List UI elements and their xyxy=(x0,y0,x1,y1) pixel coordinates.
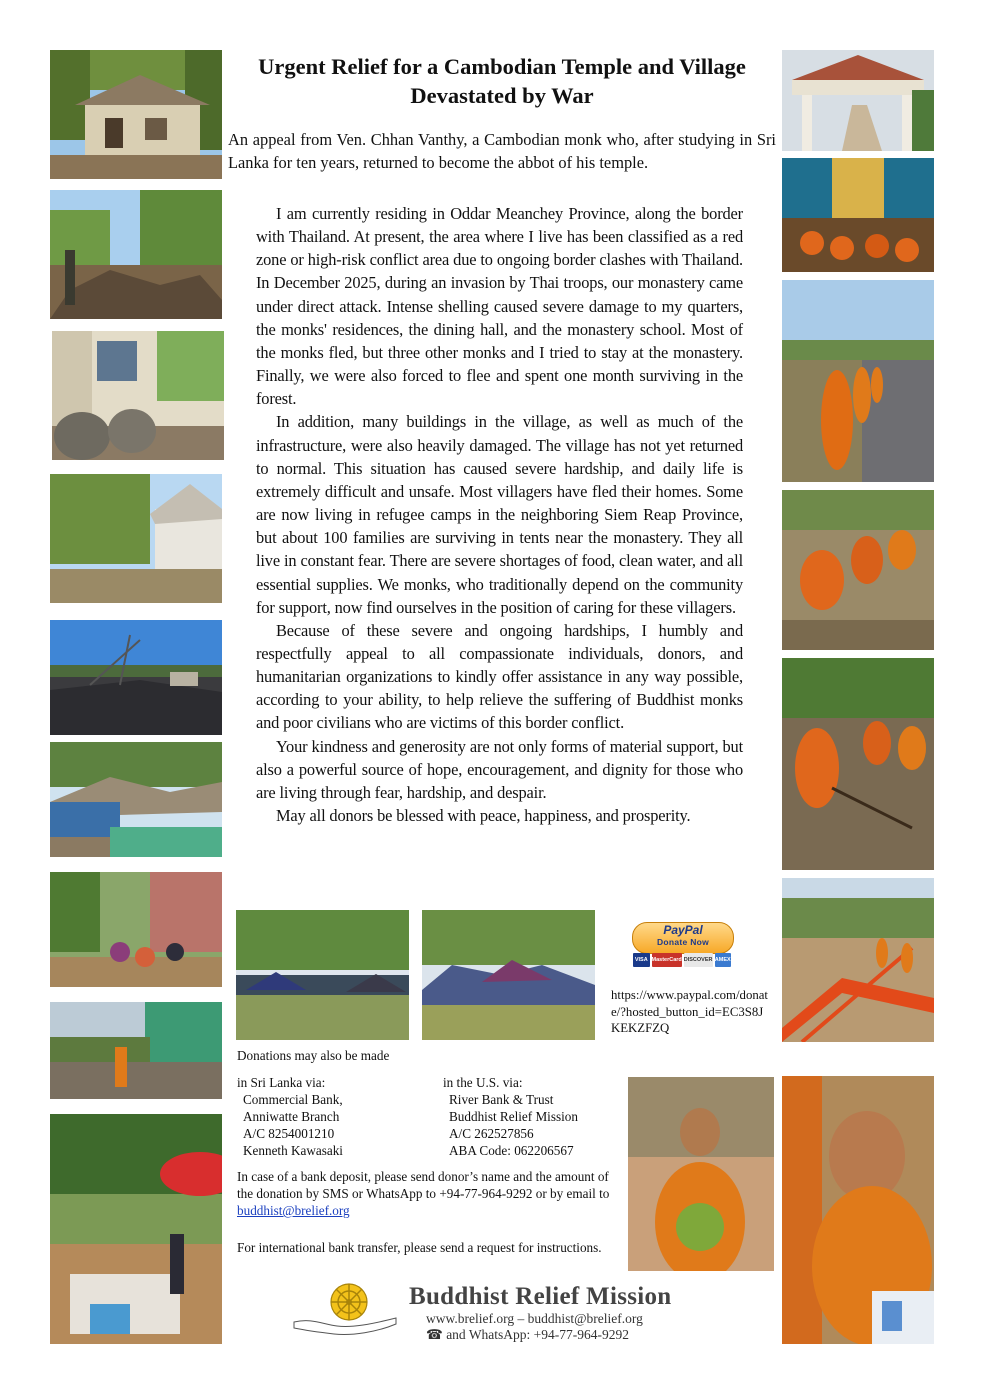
account-number: A/C 8254001210 xyxy=(243,1126,335,1141)
photo-novices-digging xyxy=(782,490,934,650)
paypal-donate-label: Donate Now xyxy=(656,937,710,947)
international-transfer-note: For international bank transfer, please send a request for instructions. xyxy=(237,1240,602,1255)
letter-paragraph: Your kindness and generosity are not only forms of material support, but also a powerful source of hope, encouragement, and dignity for those who are living through fear, hardship, and despair. xyxy=(256,736,743,802)
photo-tents-camp-2 xyxy=(422,910,595,1040)
photo-monks-hall xyxy=(782,158,934,272)
account-holder: Kenneth Kawasaki xyxy=(243,1143,343,1158)
deposit-note xyxy=(237,1168,617,1219)
donations-heading: Donations may also be made xyxy=(237,1048,390,1063)
bank-branch: Anniwatte Branch xyxy=(243,1109,340,1124)
visa-card-icon: VISA xyxy=(633,953,650,967)
photo-child-monk-praying xyxy=(782,1076,934,1344)
letter-paragraph: I am currently residing in Oddar Meanchey Province, along the border with Thailand. At present, the area where I live has been classified as a red zone or high-risk conflict area due to ongoing border clashes with Thailand. In December 2025, during an invasion by Thai troops, our monastery came under direct attack. Intense shelling caused severe damage to my quarters, the monks' residences, the dining hall, and the monastery school. Most of the monks fled, but three other monks and I tried to stay at the monastery. Finally, we were also forced to flee and spent one month surviving in the forest. xyxy=(256,204,743,409)
letter-paragraph: In addition, many buildings in the village, as well as much of the infrastructure, were also heavily damaged. The village has not yet returned to normal. This situation has caused severe hardship, and daily life is extremely difficult and unsafe. Most villagers have fled their homes. Some are now living in refugee camps in the neighboring Siem Reap Province, but about 100 families are surviving in tents near the monastery. They all live in constant fear. There are severe shortages of food, clean water, and all essential supplies. We monks, who traditionally depend on the community for support, now find ourselves in the position of caring for these villagers. xyxy=(256,412,743,617)
bank-name: Commercial Bank, xyxy=(243,1092,343,1107)
deposit-note-text: In case of a bank deposit, please send donor’s name and the amount of the donation by SMS or WhatsApp to +94-77-964-9292 or by email to xyxy=(237,1169,610,1201)
paypal-url-link[interactable]: https://www.paypal.com/donate/?hosted_button_id=EC3S8JKEKZFZQ xyxy=(611,988,768,1035)
intro-paragraph: An appeal from Ven. Chhan Vanthy, a Cambodian monk who, after studying in Sri Lanka for ten years, returned to become the abbot of his temple. xyxy=(228,130,776,172)
paypal-logo: PayPal xyxy=(663,923,703,937)
photo-tents-camp-1 xyxy=(236,910,409,1040)
us-label: in the U.S. via: xyxy=(443,1075,523,1090)
photo-refugees-gathered xyxy=(50,1002,222,1099)
mastercard-icon: MasterCard xyxy=(652,953,682,967)
discover-card-icon: DISCOVER xyxy=(684,953,713,967)
photo-monks-walking xyxy=(782,280,934,482)
photo-rubble xyxy=(50,190,222,319)
organization-name: Buddhist Relief Mission xyxy=(409,1283,672,1310)
account-holder: Buddhist Relief Mission xyxy=(449,1109,578,1124)
photo-water-jars xyxy=(52,331,224,460)
paypal-donate-button[interactable] xyxy=(632,922,734,954)
bank-name: River Bank & Trust xyxy=(449,1092,554,1107)
photo-monk-coconut xyxy=(628,1077,774,1271)
photo-collapsed-roof xyxy=(50,742,222,857)
us-bank-details xyxy=(443,1074,633,1159)
photo-temple-gate xyxy=(782,50,934,151)
appeal-letter xyxy=(256,202,743,827)
amex-card-icon: AMEX xyxy=(715,953,732,967)
photo-monks-building-frames xyxy=(782,878,934,1042)
account-number: A/C 262527856 xyxy=(449,1126,534,1141)
web-email-line: www.brelief.org – buddhist@brelief.org xyxy=(426,1311,643,1326)
letter-paragraph: Because of these severe and ongoing hardships, I humbly and respectfully appeal to all compassionate individuals, donors, and humanitarian organizations to kindly offer assistance in any way possible, according to your ability, to help relieve the suffering of Buddhist monks and poor civilians who are victims of this border conflict. xyxy=(256,620,743,733)
photo-damaged-road xyxy=(50,620,222,735)
page-title: Urgent Relief for a Cambodian Temple and Village Devastated by War xyxy=(258,54,746,108)
payment-cards xyxy=(633,953,731,967)
photo-damaged-house xyxy=(50,50,222,179)
sri-lanka-label: in Sri Lanka via: xyxy=(237,1075,326,1090)
photo-villagers-shelter xyxy=(50,872,222,987)
photo-supplies-market xyxy=(50,1114,222,1344)
dharma-wheel-hand-logo-icon xyxy=(292,1278,398,1342)
email-link[interactable]: buddhist@brelief.org xyxy=(237,1203,350,1218)
aba-code: ABA Code: 062206567 xyxy=(449,1143,574,1158)
photo-monks-working-soil xyxy=(782,658,934,870)
sri-lanka-bank-details xyxy=(237,1074,427,1159)
letter-paragraph: May all donors be blessed with peace, happiness, and prosperity. xyxy=(276,806,691,826)
phone-line: ☎ and WhatsApp: +94-77-964-9292 xyxy=(426,1327,630,1342)
photo-damaged-building xyxy=(50,474,222,603)
organization-contact xyxy=(426,1311,643,1343)
